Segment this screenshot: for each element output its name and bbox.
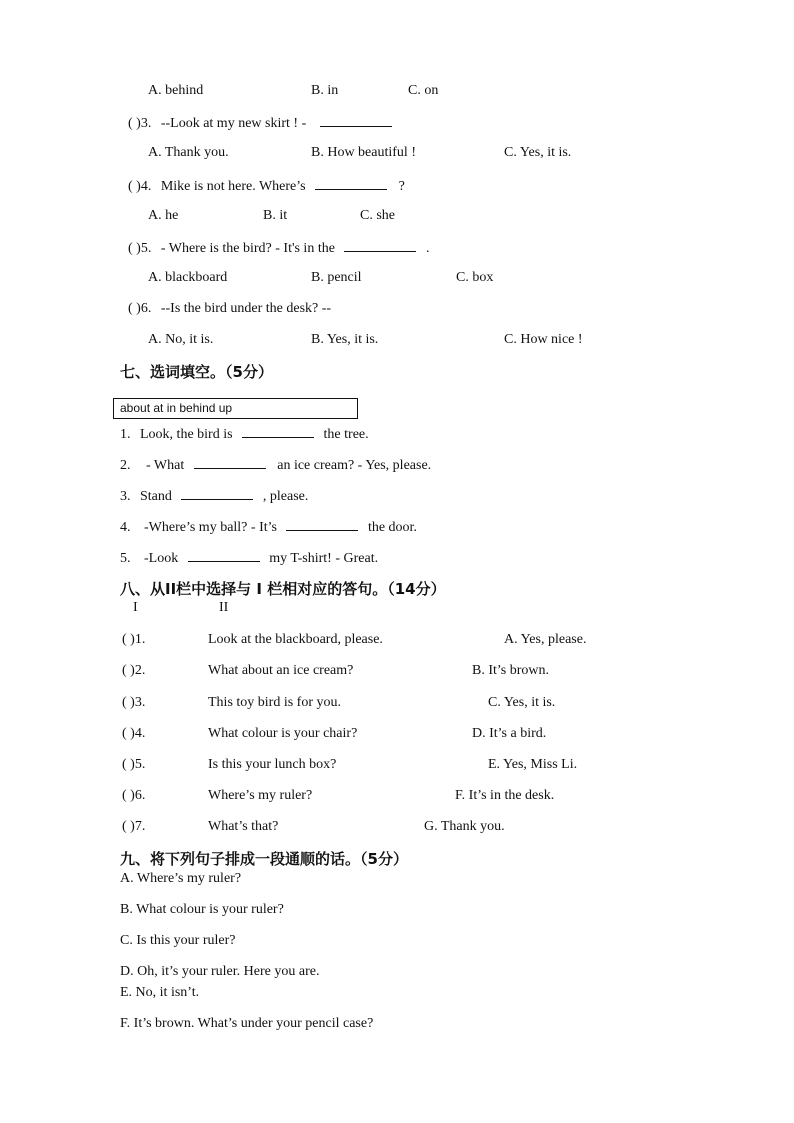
match-row-paren: ( )1. [122, 632, 146, 647]
q5-answer-paren: ( )5. [128, 241, 152, 256]
q5-end: . [425, 241, 430, 256]
fill-item-blank [194, 456, 266, 469]
match-row-answer: C. Yes, it is. [488, 695, 556, 710]
order-item-b: B. What colour is your ruler? [120, 902, 284, 917]
q6-answer-paren: ( )6. [128, 301, 152, 316]
fill-item-number: 5. [120, 551, 131, 566]
q3-blank [320, 114, 392, 127]
fill-item-text-before: Stand [140, 489, 172, 504]
match-row-paren: ( )4. [122, 726, 146, 741]
section7-heading: 七、选词填空。（5分） [120, 363, 273, 381]
q3-text: --Look at my new skirt ! - [160, 116, 307, 131]
match-row-paren: ( )2. [122, 663, 146, 678]
q5-option-a: A. blackboard [148, 270, 228, 285]
fill-item-text-after: , please. [262, 489, 309, 504]
fill-item-blank [181, 487, 253, 500]
match-row-question: Where’s my ruler? [208, 788, 313, 803]
match-row-answer: D. It’s a bird. [472, 726, 547, 741]
fill-item-text-before: -Look [144, 551, 179, 566]
q3-option-a: A. Thank you. [148, 145, 229, 160]
match-row-question: Is this your lunch box? [208, 757, 337, 772]
order-item-f: F. It’s brown. What’s under your pencil case? [120, 1016, 374, 1031]
q4-option-a: A. he [148, 208, 179, 223]
q2-option-b: B. in [311, 83, 339, 98]
q3-answer-paren: ( )3. [128, 116, 152, 131]
q4-end: ? [398, 179, 405, 194]
q5-option-b: B. pencil [311, 270, 362, 285]
q5-question [128, 239, 429, 257]
fill-item-2 [120, 456, 431, 474]
section9-heading: 九、将下列句子排成一段通顺的话。（5分） [120, 850, 408, 868]
match-row-answer: E. Yes, Miss Li. [488, 757, 578, 772]
q4-text: Mike is not here. Where’s [160, 179, 306, 194]
q2-option-c: C. on [408, 83, 439, 98]
q4-blank [315, 177, 387, 190]
q3-option-b: B. How beautiful ! [311, 145, 416, 160]
match-row-paren: ( )5. [122, 757, 146, 772]
q5-option-c: C. box [456, 270, 494, 285]
q5-blank [344, 239, 416, 252]
fill-item-number: 3. [120, 489, 131, 504]
column-i-label: I [133, 600, 138, 615]
match-row-question: What colour is your chair? [208, 726, 358, 741]
match-row-question: This toy bird is for you. [208, 695, 341, 710]
fill-item-blank [242, 425, 314, 438]
section8-heading: 八、从II栏中选择与 I 栏相对应的答句。（14分） [120, 580, 446, 598]
match-row-paren: ( )6. [122, 788, 146, 803]
q5-text: - Where is the bird? - It's in the [160, 241, 335, 256]
fill-item-blank [188, 549, 260, 562]
q6-option-b: B. Yes, it is. [311, 332, 379, 347]
match-row-question: What’s that? [208, 819, 279, 834]
q4-answer-paren: ( )4. [128, 179, 152, 194]
q2-option-a: A. behind [148, 83, 204, 98]
fill-item-3 [120, 487, 308, 505]
q6-text: --Is the bird under the desk? -- [160, 301, 332, 316]
fill-item-1 [120, 425, 369, 443]
order-item-d: D. Oh, it’s your ruler. Here you are. [120, 964, 320, 979]
order-item-e: E. No, it isn’t. [120, 985, 200, 1000]
match-row-paren: ( )7. [122, 819, 146, 834]
fill-item-number: 1. [120, 427, 131, 442]
order-item-c: C. Is this your ruler? [120, 933, 236, 948]
match-row-answer: G. Thank you. [424, 819, 505, 834]
match-row-paren: ( )3. [122, 695, 146, 710]
fill-item-text-after: my T-shirt! - Great. [269, 551, 379, 566]
q3-option-c: C. Yes, it is. [504, 145, 572, 160]
match-row-question: What about an ice cream? [208, 663, 354, 678]
fill-item-5 [120, 549, 378, 567]
word-bank-box: about at in behind up [113, 398, 358, 419]
fill-item-text-after: the tree. [323, 427, 369, 442]
q6-option-c: C. How nice ! [504, 332, 583, 347]
fill-item-text-after: an ice cream? - Yes, please. [277, 458, 432, 473]
order-item-a: A. Where’s my ruler? [120, 871, 242, 886]
q4-option-c: C. she [360, 208, 395, 223]
fill-item-4 [120, 518, 417, 536]
match-row-answer: F. It’s in the desk. [455, 788, 555, 803]
fill-item-text-after: the door. [367, 520, 417, 535]
q4-question [128, 177, 405, 195]
fill-item-text-before: -Where’s my ball? - It’s [144, 520, 277, 535]
fill-item-number: 2. [120, 458, 131, 473]
match-row-answer: B. It’s brown. [472, 663, 549, 678]
q3-question [128, 114, 392, 132]
q6-question [128, 301, 331, 317]
q6-option-a: A. No, it is. [148, 332, 214, 347]
fill-item-text-before: Look, the bird is [140, 427, 233, 442]
q4-option-b: B. it [263, 208, 288, 223]
column-ii-label: II [219, 600, 229, 615]
fill-item-blank [286, 518, 358, 531]
fill-item-text-before: - What [146, 458, 185, 473]
fill-item-number: 4. [120, 520, 131, 535]
match-row-answer: A. Yes, please. [504, 632, 587, 647]
match-row-question: Look at the blackboard, please. [208, 632, 383, 647]
